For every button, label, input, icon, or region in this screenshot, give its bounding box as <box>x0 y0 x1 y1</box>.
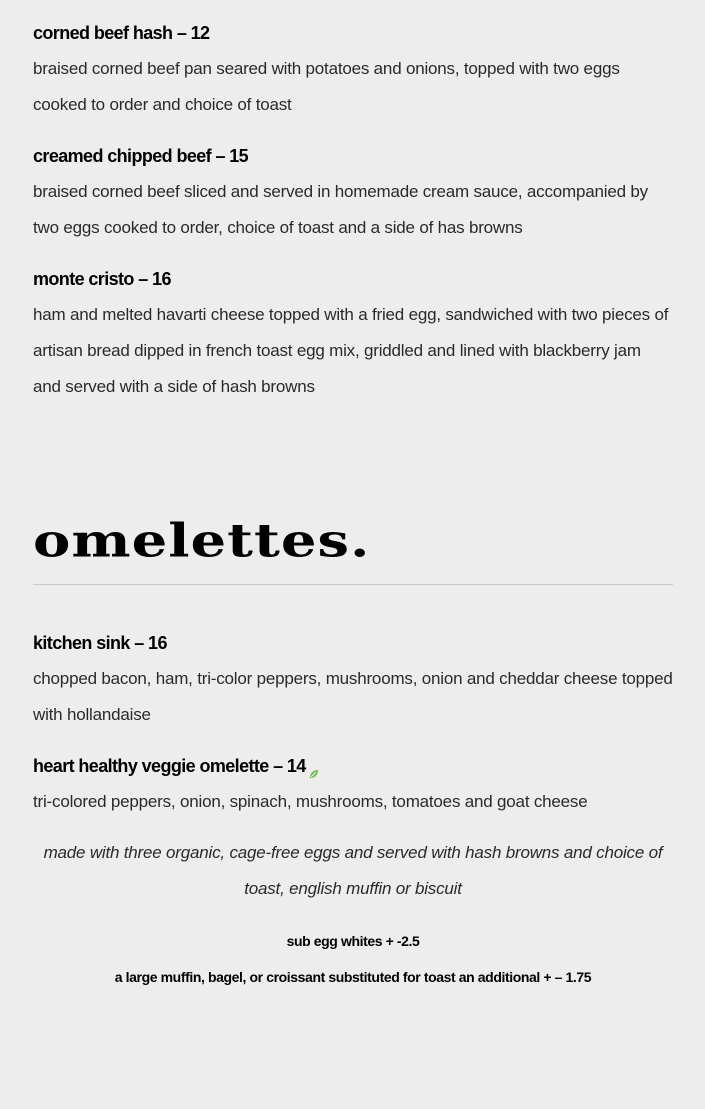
menu-item-description: braised corned beef sliced and served in homemade cream sauce, accompanied by two eggs cooked to order, choice of toast and a side of has browns <box>33 182 648 237</box>
menu-item-description: braised corned beef pan seared with potatoes and onions, topped with two eggs cooked to order and choice of toast <box>33 59 620 114</box>
omelette-note: made with three organic, cage-free eggs and served with hash browns and choice of toast, english muffin or biscuit <box>43 843 663 898</box>
menu-item-title: kitchen sink – 16 <box>33 633 167 653</box>
menu-item-kitchen-sink <box>33 631 673 733</box>
menu-item-monte-cristo <box>33 267 673 405</box>
leaf-icon <box>309 761 319 771</box>
menu-item-description: ham and melted havarti cheese topped with a fried egg, sandwiched with two pieces of artisan bread dipped in french toast egg mix, griddled and lined with blackberry jam and served with a side of hash browns <box>33 305 669 396</box>
menu-item-title: creamed chipped beef – 15 <box>33 146 249 166</box>
section-divider <box>33 584 673 585</box>
section-title: omelettes. <box>33 513 371 569</box>
egg-whites-note: sub egg whites + -2.5 <box>286 933 420 949</box>
menu-item-title: monte cristo – 16 <box>33 269 171 289</box>
menu-item-creamed-chipped-beef <box>33 144 673 246</box>
menu-item-heart-healthy-veggie-omelette <box>33 754 673 820</box>
muffin-substitution-note: a large muffin, bagel, or croissant substituted for toast an additional + – 1.75 <box>114 969 592 985</box>
menu-item-title: corned beef hash – 12 <box>33 23 210 43</box>
menu-item-corned-beef-hash <box>33 21 673 123</box>
menu-item-description: tri-colored peppers, onion, spinach, mushrooms, tomatoes and goat cheese <box>33 792 588 811</box>
menu-item-description: chopped bacon, ham, tri-color peppers, mushrooms, onion and cheddar cheese topped with hollandaise <box>33 669 673 724</box>
menu-item-title <box>33 754 673 778</box>
menu-item-title-text: heart healthy veggie omelette – 14 <box>33 756 306 776</box>
